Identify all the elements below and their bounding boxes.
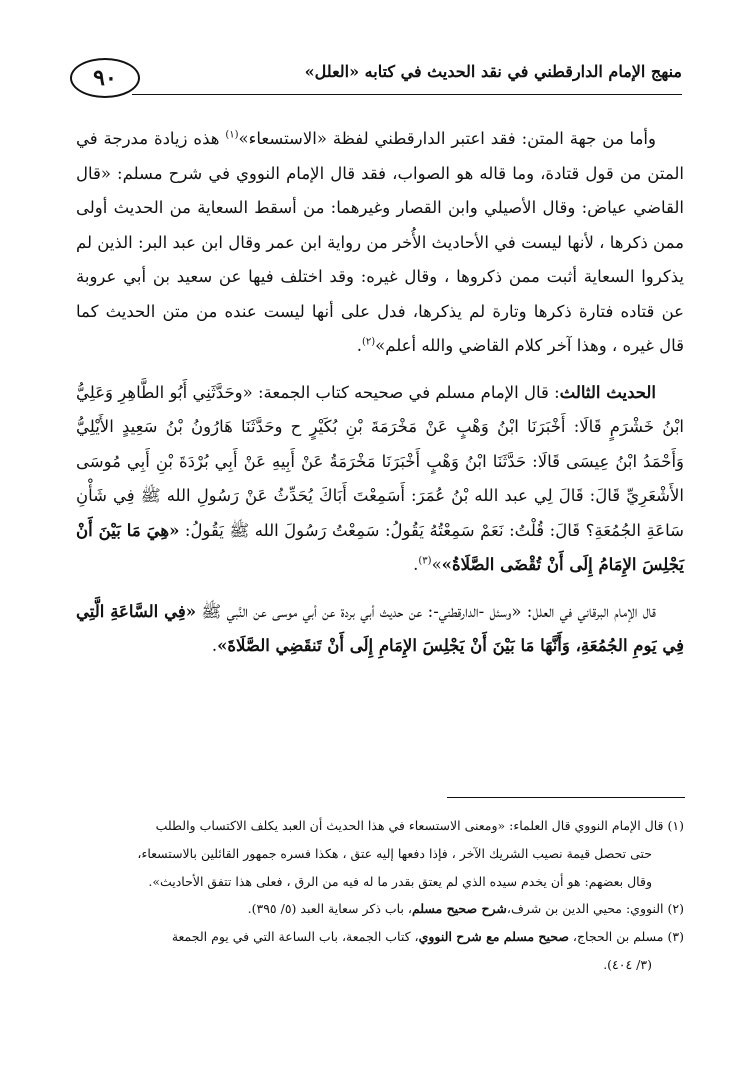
hadith-quote: «هِيَ مَا بَيْنَ أَنْ يَجْلِسَ الإِمَامُ إِلَى أَنْ تُقْضَى الصَّلَاةُ»	[76, 520, 684, 574]
footnote-ref-1: (١)	[225, 129, 239, 141]
footnote-3: (٣) مسلم بن الحجاج، صحيح مسلم مع شرح النووي، كتاب الجمعة، باب الساعة التي في يوم الجمعة	[171, 929, 684, 945]
footnote-1: (١) قال الإمام النووي قال العلماء: «ومعنى الاستسعاء في هذا الحديث أن العبد يكلف الاكتساب والطلب	[155, 818, 684, 833]
main-text	[76, 122, 684, 664]
footnote-1-cont: حتى تحصل قيمة نصيب الشريك الآخر ، فإذا دفعها إليه عتق ، هكذا فسره جمهور القائلين بالاستسعاء،	[137, 845, 652, 861]
hadith-quote-2: «فِي السَّاعَةِ الَّتِي فِي يَومِ الجُمُعَةِ، وَأَنَّهَا مَا بَيْنَ أَنْ يَجْلِسَ الإِمَامِ إِلَى أَنْ تَنقَضِي الصَّلَاةَ»	[76, 601, 684, 655]
footnotes	[70, 812, 684, 979]
footnote-ref-3: (٣)	[418, 555, 432, 567]
page-number: ٩٠	[70, 58, 140, 98]
paragraph-matn: وأما من جهة المتن: فقد اعتبر الدارقطني لفظة «الاستسعاء»$^{(١)}$ هذه زيادة مدرجة في المتن من قول قتادة، وما قاله هو الصواب، فقد قال الإمام النووي في شرح مسلم: «قال القاضي عياض: وقال الأصيلي وابن القصار وغيرهما: من أسقط السعاية من الحديث أولى ممن ذكرها ، لأنها ليست في الأحاديث الأُخر من رواية ابن عمر وقال ابن عبد البر: الذين لم يذكروا السعاية أثبت ممن ذكروها ، وقال غيره: وقد اختلف فيها عن سعيد بن أبي عروبة عن قتاده فتارة ذكرها وتارة لم يذكرها، فدل على أنها ليست عنده من متن الحديث كما قال غيره ، وهذا آخر كلام القاضي والله أعلم»$^{(٢)}$.	[76, 129, 684, 355]
footnote-3-cont: (٣/ ٤٠٤).	[603, 956, 652, 972]
header-rule	[132, 94, 682, 95]
footnote-1-cont: وقال بعضهم: هو أن يخدم سيده الذي لم يعتق بقدر ما له فيه من الرق ، فعلى هذا تتفق الأحاديث».	[148, 873, 652, 889]
footnote-ref-2: (٢)	[361, 336, 376, 348]
running-header	[70, 48, 682, 104]
section-lead: الحديث الثالث	[559, 382, 656, 402]
footnote-2: (٢) النووي: محيي الدين بن شرف،شرح صحيح مسلم، باب ذكر سعاية العبد (٥/ ٣٩٥).	[247, 901, 684, 917]
header-title: منهج الإمام الدارقطني في نقد الحديث في كتابه «العلل»	[304, 62, 682, 81]
paragraph-hadith-3: الحديث الثالث: قال الإمام مسلم في صحيحه كتاب الجمعة: «وحَدَّثَنِي أَبُو الطَّاهِرِ وَعَلِيُّ ابْنُ خَشْرَمٍ قَالَا: أَخْبَرَنَا ابْنُ وَهْبٍ عَنْ مَخْرَمَةَ بْنِ بُكَيْرٍ ح وحَدَّثَنَا هَارُونُ بْنُ سَعِيدٍ الأَيْلِيُّ وَأَحْمَدُ ابْنُ عِيسَى قَالَا: حَدَّثَنَا ابْنُ وَهْبٍ أَخْبَرَنَا مَخْرَمَةُ عَنْ أَبِيهِ عَنْ أَبِي بُرْدَةَ بْنِ أَبِي مُوسَى الأَشْعَرِيِّ قَالَ: قَالَ لِي عبد الله بْنُ عُمَرَ: أَسَمِعْتَ أَبَاكَ يُحَدِّثُ عَنْ رَسُولِ الله ﷺ فِي شَأْنِ سَاعَةِ الجُمُعَةِ؟ قَالَ: قُلْتُ: نَعَمْ سَمِعْتُهُ يَقُولُ: سَمِعْتُ رَسُولَ الله ﷺ يَقُولُ: «هِيَ مَا بَيْنَ أَنْ يَجْلِسَ الإِمَامُ إِلَى أَنْ تُقْضَى الصَّلَاةُ»»$^{(٣)}$.	[76, 382, 685, 574]
footnote-rule	[447, 797, 685, 798]
paragraph-barqani: قال الإمام البرقاني في العلل: «وسئل -الدارقطني-: عن حديث أبي بردة عن أبي موسى عن النَّبي ﷺ «فِي السَّاعَةِ الَّتِي فِي يَومِ الجُمُعَةِ، وَأَنَّهَا مَا بَيْنَ أَنْ يَجْلِسَ الإِمَامِ إِلَى أَنْ تَنقَضِي الصَّلَاةَ».	[76, 601, 684, 655]
